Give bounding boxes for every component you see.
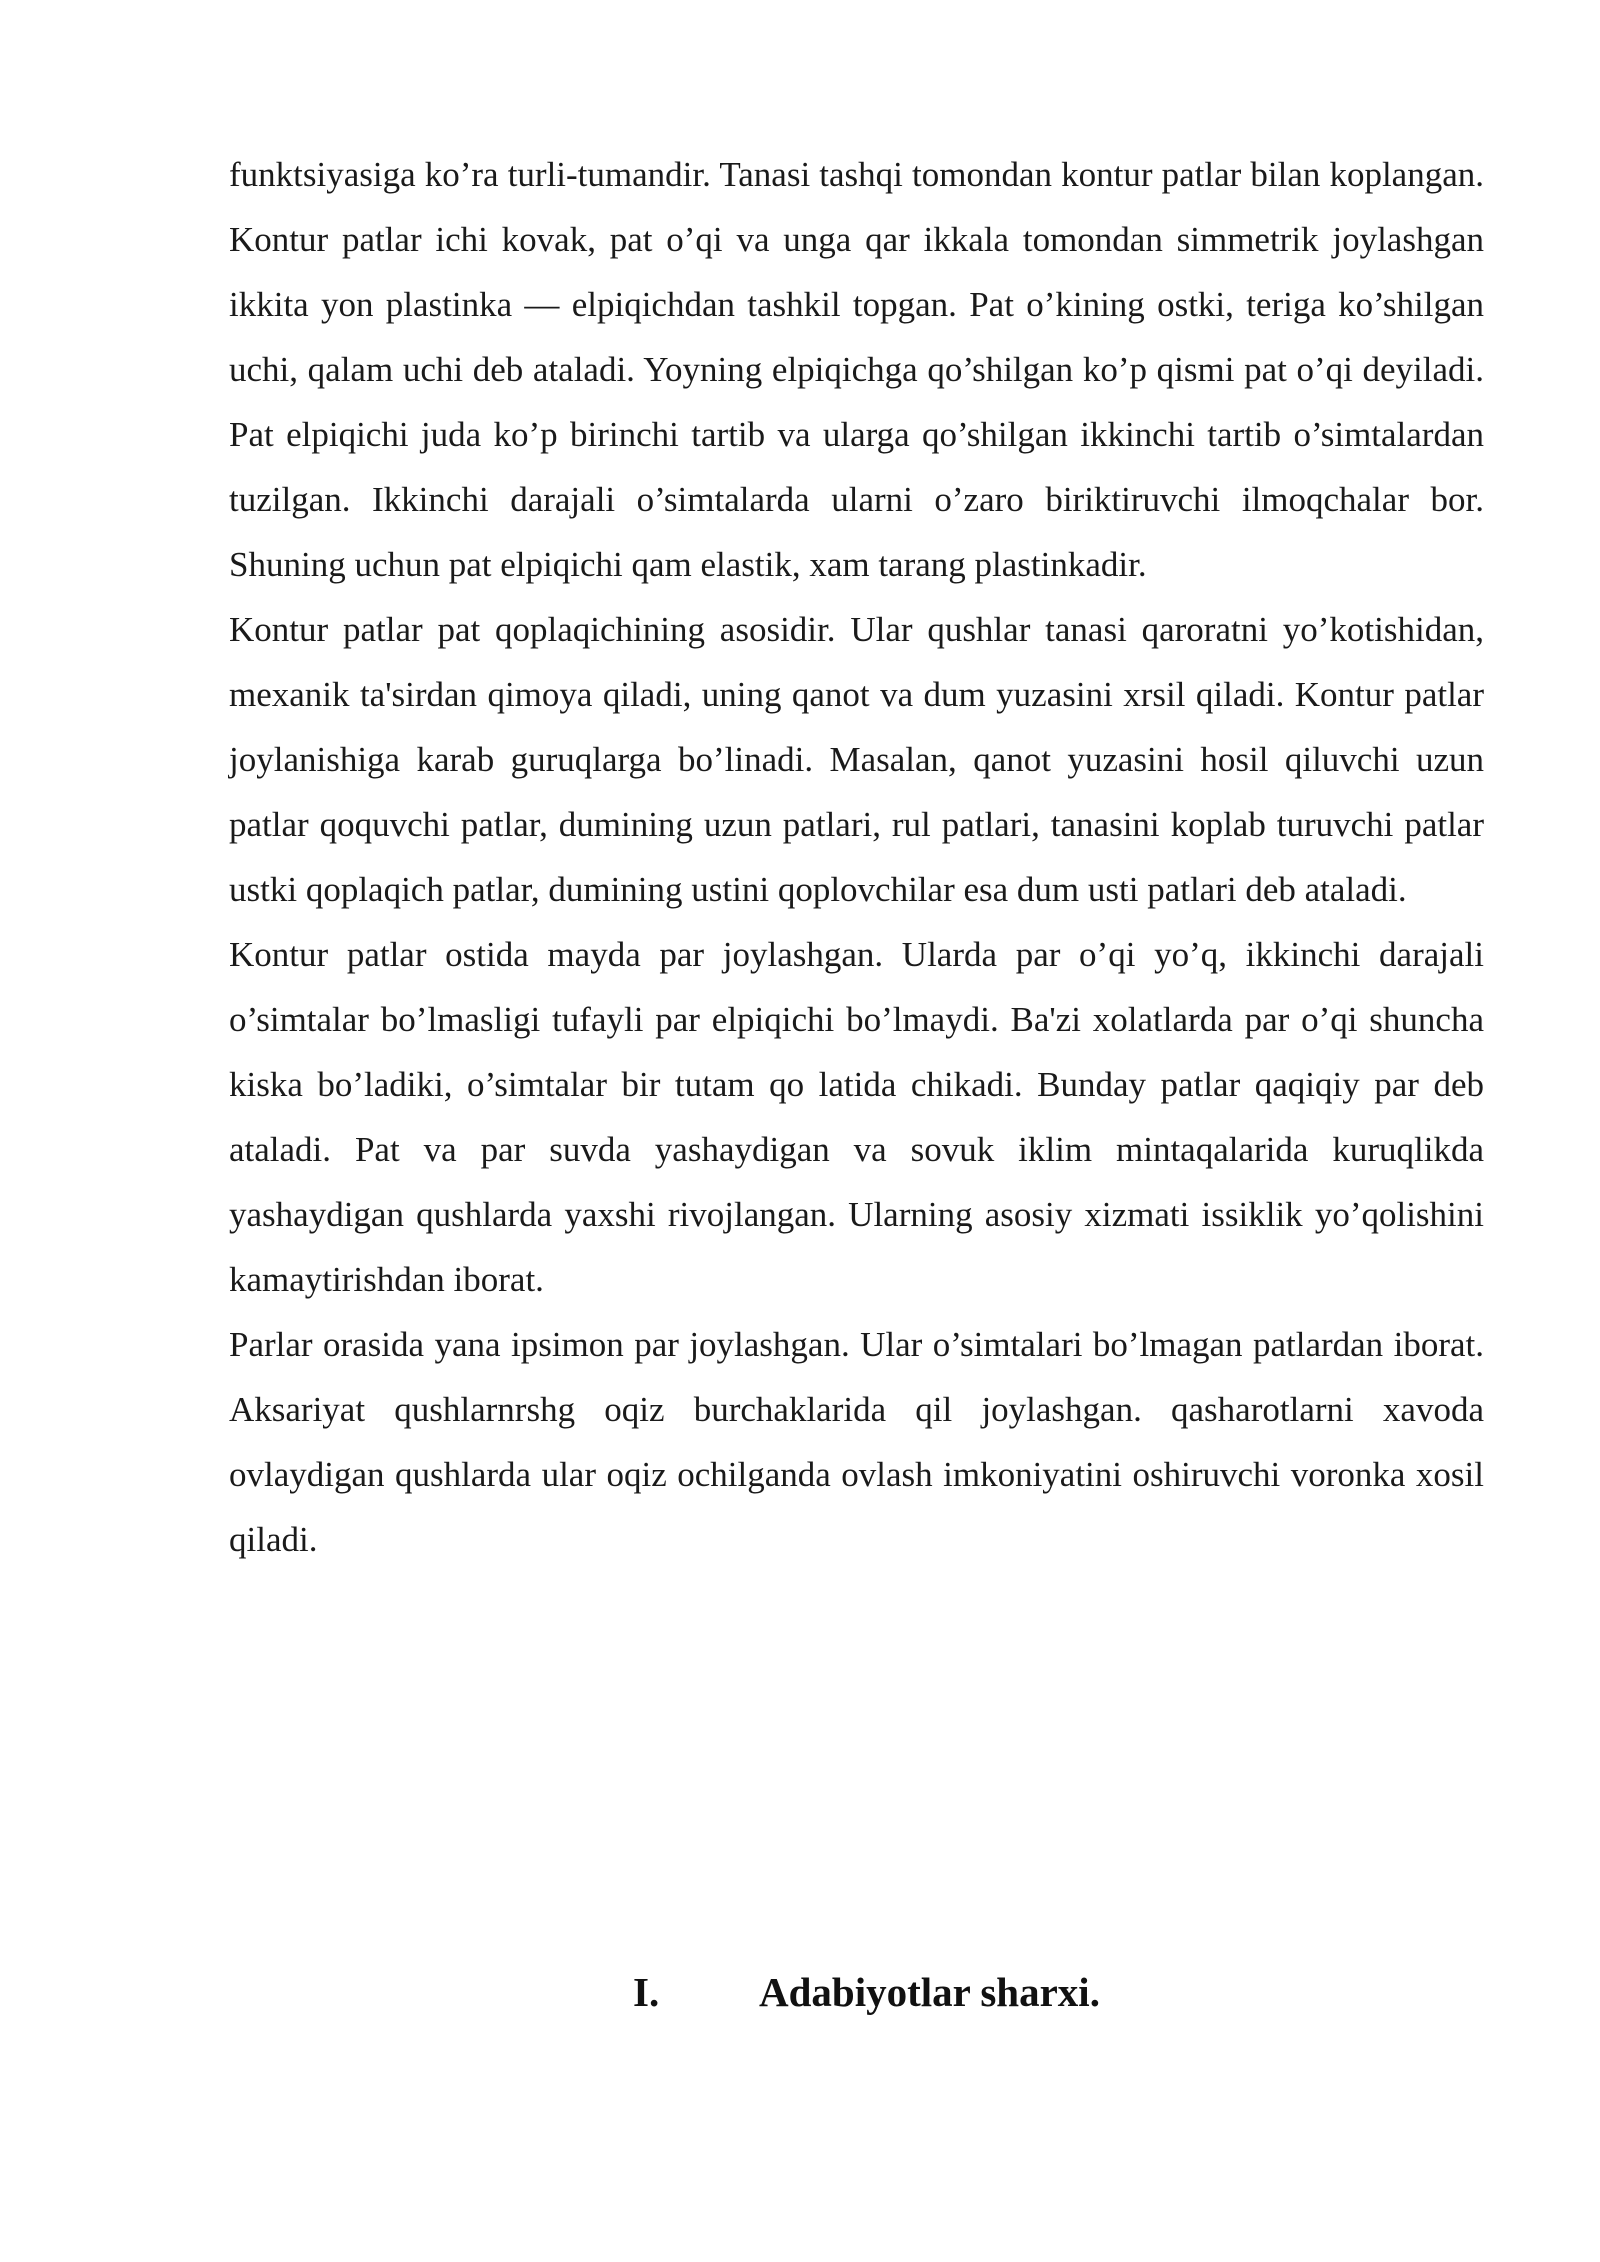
paragraph: funktsiyasiga ko’ra turli-tumandir. Tanasi tashqi tomondan kontur patlar bilan koplangan. Kontur patlar ichi kovak, pat o’qi va unga qar ikkala tomondan simmetrik joylashgan ikkita yon plastinka — elpiqichdan tashkil topgan. Pat o’kining ostki, teriga ko’shilgan uchi, qalam uchi deb ataladi. Yoyning elpiqichga qo’shilgan ko’p qismi pat o’qi deyiladi. Pat elpiqichi juda ko’p birinchi tartib va ularga qo’shilgan ikkinchi tartib o’simtalardan tuzilgan. Ikkinchi darajali o’simtalarda ularni o’zaro biriktiruvchi ilmoqchalar bor. Shuning uchun pat elpiqichi qam elastik, xam tarang plastinkadir. [229, 155, 1484, 584]
body-text [229, 142, 1484, 1572]
paragraph: Kontur patlar pat qoplaqichining asosidir. Ular qushlar tanasi qaroratni yo’kotishidan, mexanik ta'sirdan qimoya qiladi, uning qanot va dum yuzasini xrsil qiladi. Kontur patlar joylanishiga karab guruqlarga bo’linadi. Masalan, qanot yuzasini hosil qiluvchi uzun patlar qoquvchi patlar, dumining uzun patlari, rul patlari, tanasini koplab turuvchi patlar ustki qoplaqich patlar, dumining ustini qoplovchilar esa dum usti patlari deb ataladi. [229, 610, 1484, 909]
paragraph: Parlar orasida yana ipsimon par joylashgan. Ular o’simtalari bo’lmagan patlardan iborat. Aksariyat qushlarnrshg oqiz burchaklarida qil joylashgan. qasharotlarni xavoda ovlaydigan qushlarda ular oqiz ochilganda ovlash imkoniyatini oshiruvchi voronka xosil qiladi. [229, 1325, 1484, 1559]
section-title: Adabiyotlar sharxi. [759, 1969, 1100, 2015]
section-heading [0, 1968, 1600, 2028]
section-number: I. [633, 1969, 660, 2015]
paragraph: Kontur patlar ostida mayda par joylashgan. Ularda par o’qi yo’q, ikkinchi darajali o’simtalar bo’lmasligi tufayli par elpiqichi bo’lmaydi. Ba'zi xolatlarda par o’qi shuncha kiska bo’ladiki, o’simtalar bir tutam qo latida chikadi. Bunday patlar qaqiqiy par deb ataladi. Pat va par suvda yashaydigan va sovuk iklim mintaqalarida kuruqlikda yashaydigan qushlarda yaxshi rivojlangan. Ularning asosiy xizmati issiklik yo’qolishini kamaytirishdan iborat. [229, 935, 1484, 1299]
